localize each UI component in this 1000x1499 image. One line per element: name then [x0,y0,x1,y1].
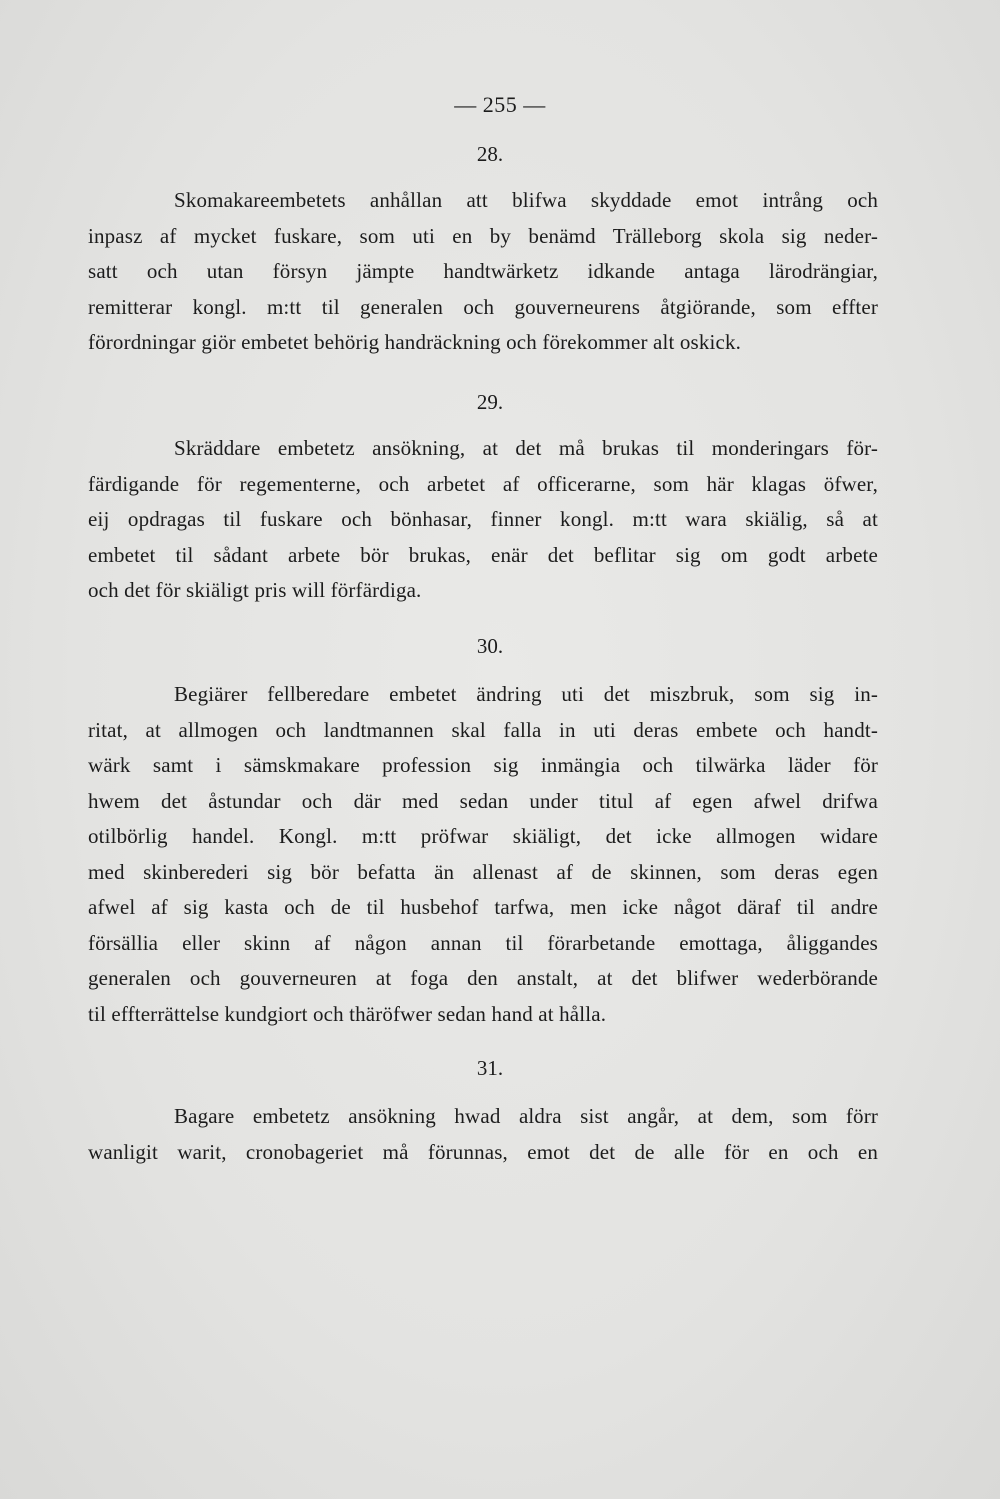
section-paragraph [88,1099,878,1170]
paragraph-line: försällia eller skinn af någon annan til förarbetande emottaga, åliggandes [88,930,878,955]
section-31 [88,1056,878,1170]
paragraph-line: afwel af sig kasta och de til husbehof tarfwa, men icke något däraf til andre [88,895,878,919]
paragraph-line: wanligit warit, cronobageriet må förunnas, emot det de alle för en och en [88,1139,878,1164]
section-30 [88,634,878,1032]
paragraph-line: embetet til sådant arbete bör brukas, enär det beflitar sig om godt arbete [88,542,878,567]
paragraph-line: färdigande för regementerne, och arbetet af officerarne, som här klagas öfwer, [88,471,878,496]
paragraph-line: otilbörlig handel. Kongl. m:tt pröfwar skiäligt, det icke allmogen widare [88,824,878,848]
paragraph-line: Skräddare embetetz ansökning, at det må brukas til monderingars för- [174,436,878,460]
paragraph-line: inpasz af mycket fuskare, som uti en by benämd Trälleborg skola sig neder- [88,223,878,248]
section-paragraph [88,431,878,609]
paragraph-line: generalen och gouverneuren at foga den anstalt, at det blifwer wederbörande [88,966,878,990]
paragraph-line: med skinberederi sig bör befatta än allenast af de skinnen, som deras egen [88,859,878,884]
section-29 [88,390,878,609]
section-28 [88,142,878,361]
paragraph-line: Bagare embetetz ansökning hwad aldra sist angår, at dem, som förr [174,1104,878,1128]
paragraph-line: ritat, at allmogen och landtmannen skal falla in uti deras embete och handt- [88,717,878,742]
paragraph-line: hwem det åstundar och där med sedan under titul af egen afwel drifwa [88,788,878,813]
section-number: 31. [476,1056,504,1080]
section-paragraph [88,677,878,1032]
paragraph-line: eij opdragas til fuskare och bönhasar, finner kongl. m:tt wara skiälig, så at [88,507,878,531]
paragraph-line: och det för skiäligt pris will förfärdiga. [88,578,422,602]
paragraph-line: remitterar kongl. m:tt til generalen och gouverneurens åtgiörande, som effter [88,294,878,319]
section-number: 30. [476,634,504,658]
section-number: 28. [476,142,504,166]
paragraph-line: satt och utan försyn jämpte handtwärketz idkande antaga lärodrängiar, [88,259,878,283]
page-number-header: — 255 — [454,92,546,117]
section-paragraph [88,183,878,361]
paragraph-line: Skomakareembetets anhållan att blifwa skyddade emot intrång och [174,188,878,212]
paragraph-line: til effterrättelse kundgiort och thäröfwer sedan hand at hålla. [88,1001,607,1026]
paragraph-line: wärk samt i sämskmakare profession sig inmängia och tilwärka läder för [88,753,878,777]
section-number: 29. [476,390,504,414]
paragraph-line: förordningar giör embetet behörig handräckning och förekommer alt oskick. [88,330,741,354]
paragraph-line: Begiärer fellberedare embetet ändring uti det miszbruk, som sig in- [174,682,878,706]
